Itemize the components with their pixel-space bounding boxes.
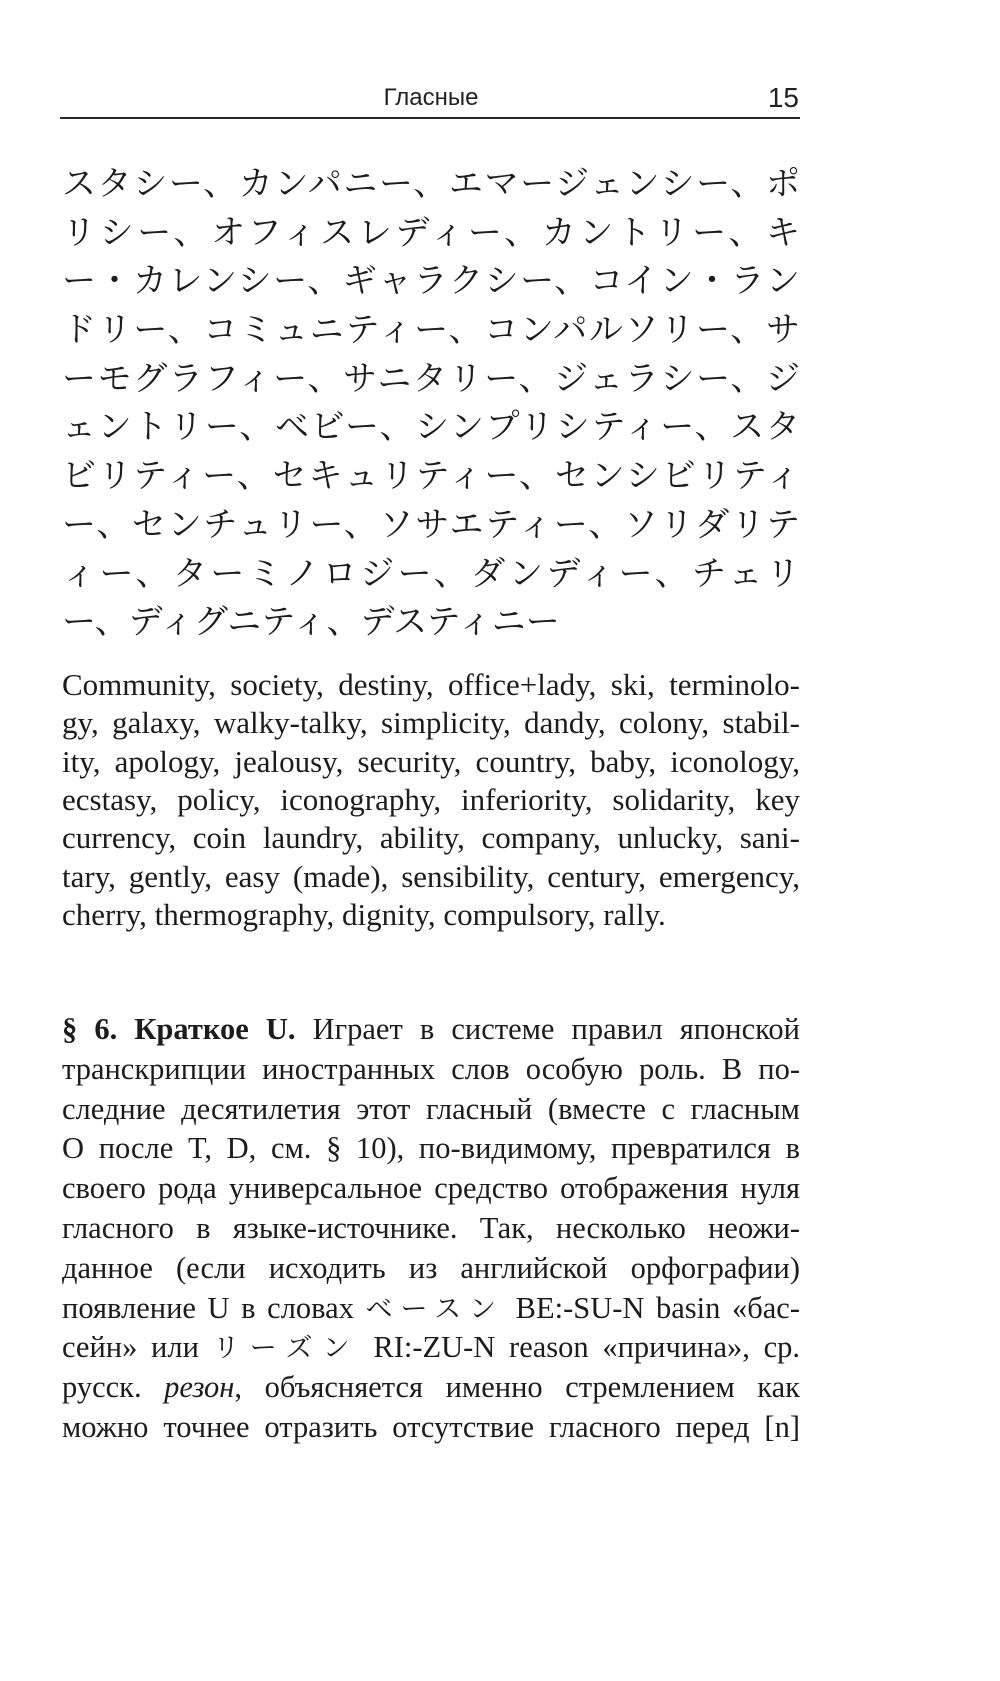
paragraph-line [62, 1010, 800, 1050]
page-number: 15 [767, 82, 799, 113]
english-line: cherry, thermography, dignity, compulsory, rally. [62, 896, 666, 932]
paragraph-line: O после T, D, см. § 10), по-видимому, превратился в [62, 1131, 800, 1166]
katakana-line: ドリー、コミュニティー、コンパルソリー、サ [62, 310, 800, 351]
paragraph-line [62, 1368, 800, 1408]
english-line: tary, gently, easy (made), sensibility, century, emergency, [62, 858, 800, 894]
header-rule [60, 117, 800, 119]
italic-word: резон [164, 1370, 235, 1405]
paragraph-line: своего рода универсальное средство отображения нуля [62, 1171, 800, 1206]
english-line: Community, society, destiny, office+lady, ski, terminolo- [62, 667, 800, 702]
english-word-list [62, 666, 800, 934]
english-line: currency, coin laundry, ability, company, unlucky, sani- [62, 820, 800, 856]
english-line: gy, galaxy, walky-talky, simplicity, dandy, colony, stabil- [62, 705, 800, 741]
line-text: BE:-SU-N basin «бас- [515, 1290, 800, 1325]
katakana-line: ィー、ターミノロジー、ダンディー、チェリ [62, 553, 800, 594]
paragraph-line: следние десятилетия этот гласный (вместе с гласным [62, 1091, 800, 1126]
line-text: русск. [62, 1370, 142, 1405]
katakana-word-list [62, 160, 800, 647]
line-text: RI:-ZU-N reason «причина», ср. [373, 1330, 800, 1365]
english-line: ity, apology, jealousy, security, country, baby, iconology, [62, 743, 800, 779]
section-heading: § 6. Краткое U. [62, 1012, 296, 1046]
paragraph-line: данное (если исходить из английской орфографии) [62, 1250, 800, 1285]
katakana-line: ェントリー、ベビー、シンプリシティー、スタ [62, 407, 800, 448]
paragraph-line: гласного в языке-источнике. Так, несколько неожи- [62, 1210, 800, 1245]
katakana-line: ー・カレンシー、ギャラクシー、コイン・ラン [62, 261, 800, 302]
section-6-paragraph [62, 1010, 800, 1448]
katakana-line: ーモグラフィー、サニタリー、ジェラシー、ジ [62, 358, 800, 399]
paragraph-line [62, 1328, 800, 1368]
line-text: сейн» или [62, 1330, 199, 1365]
katakana-line: リシー、オフィスレディー、カントリー、キ [62, 212, 800, 253]
katakana-example-reason: リーズン [212, 1333, 360, 1365]
katakana-line: ー、センチュリー、ソサエティー、ソリダリテ [62, 504, 800, 545]
running-head-title: Гласные [383, 84, 479, 111]
line-text: Играет в системе правил японской [312, 1012, 800, 1046]
katakana-example-basin: ベースン [365, 1293, 505, 1325]
line-text: появление U в словах [62, 1290, 354, 1325]
paragraph-line: можно точнее отразить отсутствие гласного перед [n] [62, 1409, 800, 1444]
katakana-line: ー、ディグニティ、デスティニー [62, 602, 560, 643]
english-line: ecstasy, policy, iconography, inferiority, solidarity, key [62, 781, 800, 817]
line-text: , объясняется именно стремлением как [234, 1370, 800, 1405]
katakana-line: スタシー、カンパニー、エマージェンシー、ポ [62, 164, 800, 204]
paragraph-line: транскрипции иностранных слов особую роль. В по- [62, 1051, 800, 1086]
paragraph-line [62, 1289, 800, 1329]
katakana-line: ビリティー、セキュリティー、センシビリティ [62, 456, 800, 497]
